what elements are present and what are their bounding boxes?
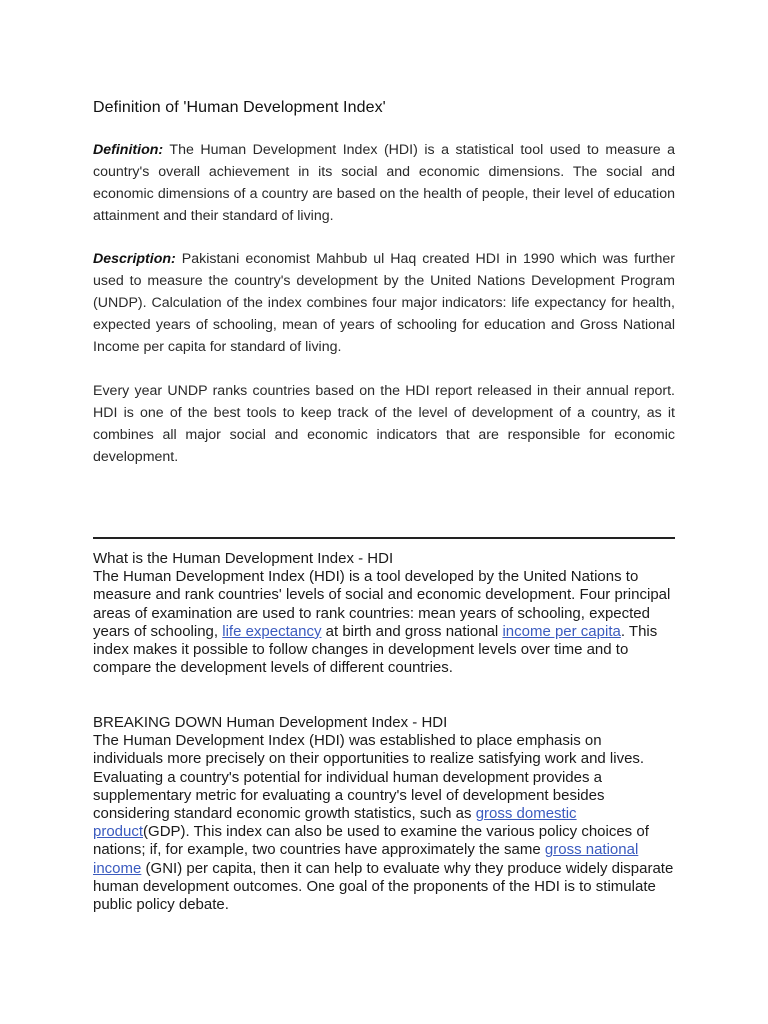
description-text: Pakistani economist Mahbub ul Haq created HDI in 1990 which was further used to measure the country's development by the United Nations Development Program (UNDP). Calculation of the index combines four major indicators: life expectancy for health, expected years of schooling, mean of years of schooling for education and Gross National Income per capita for standard of living. xyxy=(93,251,675,355)
section-breaking-text-2: (GDP). This index can also be used to examine the various policy choices of nations; if, for example, two countries have approximately the same xyxy=(93,823,649,859)
definition-paragraph xyxy=(93,139,675,227)
ranking-paragraph: Every year UNDP ranks countries based on the HDI report released in their annual report. HDI is one of the best tools to keep track of the level of development of a country, as it combines all major social and economic indicators that are responsible for economic development. xyxy=(93,383,675,465)
description-label: Description: xyxy=(93,251,176,267)
section-breaking-down xyxy=(93,714,675,914)
income-per-capita-link[interactable]: income per capita xyxy=(502,622,621,640)
section-divider xyxy=(93,537,675,539)
description-paragraph xyxy=(93,248,675,358)
section-what-text-2: at birth and gross national xyxy=(321,622,503,640)
gross-national-income-link[interactable]: gross national income xyxy=(93,841,639,877)
section-what-is-hdi xyxy=(93,550,675,677)
section-what-title: What is the Human Development Index - HDI xyxy=(93,550,394,567)
section-breaking-title: BREAKING DOWN Human Development Index - HDI xyxy=(93,714,448,731)
definition-text: The Human Development Index (HDI) is a statistical tool used to measure a country's overall achievement in its social and economic dimensions. The social and economic dimensions of a country are based on the health of people, their level of education attainment and their standard of living. xyxy=(93,142,675,224)
gross-domestic-product-link[interactable]: gross domestic product xyxy=(93,805,577,841)
section-breaking-text-3: (GNI) per capita, then it can help to evaluate why they produce widely disparate human development outcomes. One goal of the proponents of the HDI is to stimulate public policy debate. xyxy=(93,859,674,914)
definition-label: Definition: xyxy=(93,142,164,158)
life-expectancy-link[interactable]: life expectancy xyxy=(222,622,322,640)
section-breaking-text-1: The Human Development Index (HDI) was established to place emphasis on individuals more precisely on their opportunities to realize satisfying work and lives. Evaluating a country's potential for individual human development provides a supplementary metric for evaluating a country's level of development besides considering standard economic growth statistics, such as xyxy=(93,732,645,823)
page-title: Definition of 'Human Development Index' xyxy=(93,99,386,116)
section-what-text-1: The Human Development Index (HDI) is a tool developed by the United Nations to measure and rank countries' levels of social and economic development. Four principal areas of examination are used to rank countries: mean years of schooling, expected years of schooling, xyxy=(93,568,671,640)
section-what-text-3: . This index makes it possible to follow changes in development levels over time and to compare the development levels of different countries. xyxy=(93,622,658,677)
